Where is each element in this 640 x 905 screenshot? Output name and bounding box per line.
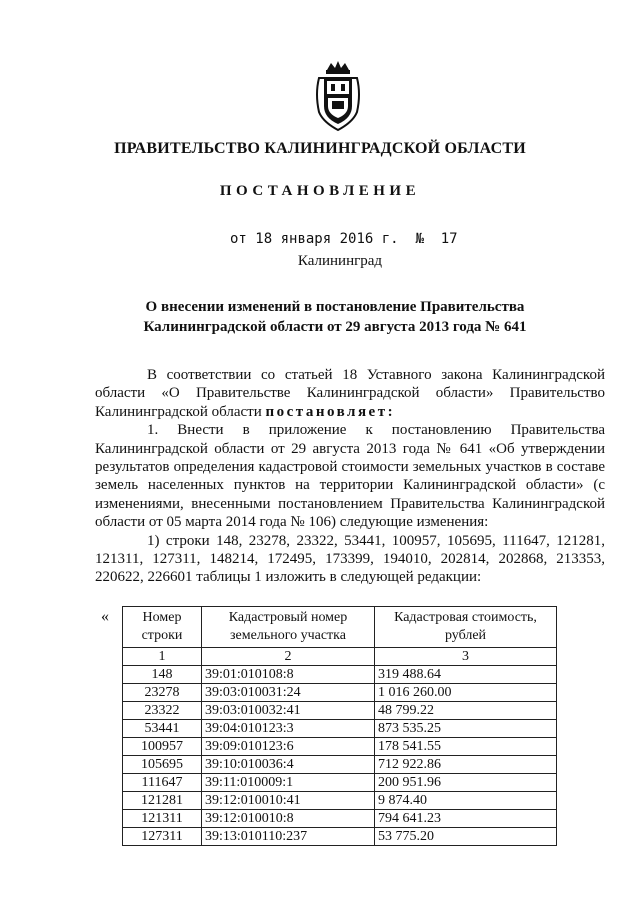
cadastral-value-table [122,606,557,846]
table-row [123,666,557,684]
cadastral-value-cell: 178 541.55 [375,738,557,756]
document-subject [110,297,560,337]
table-row [123,702,557,720]
row-number-cell: 105695 [123,756,202,774]
row-number-cell: 111647 [123,774,202,792]
cadastral-value-cell: 9 874.40 [375,792,557,810]
header-row-number: Номер строки [123,607,202,648]
column-number: 3 [375,648,557,666]
opening-quote: « [101,608,109,625]
table-row [123,810,557,828]
date-value: 18 января 2016 г. [255,231,399,247]
cadastral-number-cell: 39:13:010110:237 [202,828,375,846]
clause-1-paragraph: 1. Внести в приложение к постановлению Правительства Калининградской области от 29 августа 2013 года № 641 «Об утверждении результатов определения кадастровой стоимости земельных участков в составе земель населенных пунктов на территории Калининградской области» (с изменениями, внесенными постановлением Правительства Калининградской области от 05 марта 2014 года № 106) следующие изменения: [95,422,605,531]
header-cadastral-number: Кадастровый номер земельного участка [202,607,375,648]
cadastral-number-cell: 39:01:010108:8 [202,666,375,684]
cadastral-number-cell: 39:03:010032:41 [202,702,375,720]
cadastral-value-cell: 48 799.22 [375,702,557,720]
row-number-cell: 23322 [123,702,202,720]
government-title: ПРАВИТЕЛЬСТВО КАЛИНИНГРАДСКОЙ ОБЛАСТИ [114,140,526,157]
column-number: 1 [123,648,202,666]
cadastral-value-cell: 794 641.23 [375,810,557,828]
table-header-row [123,607,557,648]
table-row [123,720,557,738]
cadastral-value-cell: 319 488.64 [375,666,557,684]
subject-line-1: О внесении изменений в постановление Правительства [145,299,525,315]
column-number: 2 [202,648,375,666]
preamble-paragraph [95,366,605,421]
resolves-keyword: постановляет: [265,403,396,420]
subject-line-2: Калининградской области от 29 августа 2013 года № 641 [143,319,527,335]
cadastral-number-cell: 39:03:010031:24 [202,684,375,702]
table-row [123,738,557,756]
cadastral-value-cell: 1 016 260.00 [375,684,557,702]
table-row [123,756,557,774]
cadastral-number-cell: 39:04:010123:3 [202,720,375,738]
cadastral-value-cell: 200 951.96 [375,774,557,792]
column-number-row [123,648,557,666]
date-prefix: от [230,231,247,247]
row-number-cell: 53441 [123,720,202,738]
table-row [123,792,557,810]
cadastral-number-cell: 39:11:010009:1 [202,774,375,792]
row-number-cell: 148 [123,666,202,684]
cadastral-value-cell: 712 922.86 [375,756,557,774]
number-sign: № [415,231,424,247]
row-number-cell: 100957 [123,738,202,756]
cadastral-value-cell: 53 775.20 [375,828,557,846]
document-number: 17 [440,231,458,247]
row-number-cell: 127311 [123,828,202,846]
document-type: ПОСТАНОВЛЕНИЕ [219,183,421,199]
city-name: Калининград [297,253,383,269]
table-row [123,684,557,702]
table-row [123,774,557,792]
header-cadastral-value: Кадастровая стоимость, рублей [375,607,557,648]
cadastral-number-cell: 39:12:010010:8 [202,810,375,828]
row-number-cell: 23278 [123,684,202,702]
subclause-1-paragraph: 1) строки 148, 23278, 23322, 53441, 100957, 105695, 111647, 121281, 121311, 127311, 148214, 172495, 173399, 194010, 202814, 202868, 213353, 220622, 226601 таблицы 1 изложить в следующей редакции: [95,532,605,586]
cadastral-number-cell: 39:09:010123:6 [202,738,375,756]
cadastral-number-cell: 39:12:010010:41 [202,792,375,810]
cadastral-value-cell: 873 535.25 [375,720,557,738]
document-body [95,366,605,587]
table-row [123,828,557,846]
row-number-cell: 121281 [123,792,202,810]
date-number-line [230,231,458,247]
row-number-cell: 121311 [123,810,202,828]
preamble-text: В соответствии со статьей 18 Уставного закона Калининградской области «О Правительстве Калининградской области» Правительство Калининградской области [95,367,605,420]
coat-of-arms-icon [313,60,363,132]
cadastral-number-cell: 39:10:010036:4 [202,756,375,774]
